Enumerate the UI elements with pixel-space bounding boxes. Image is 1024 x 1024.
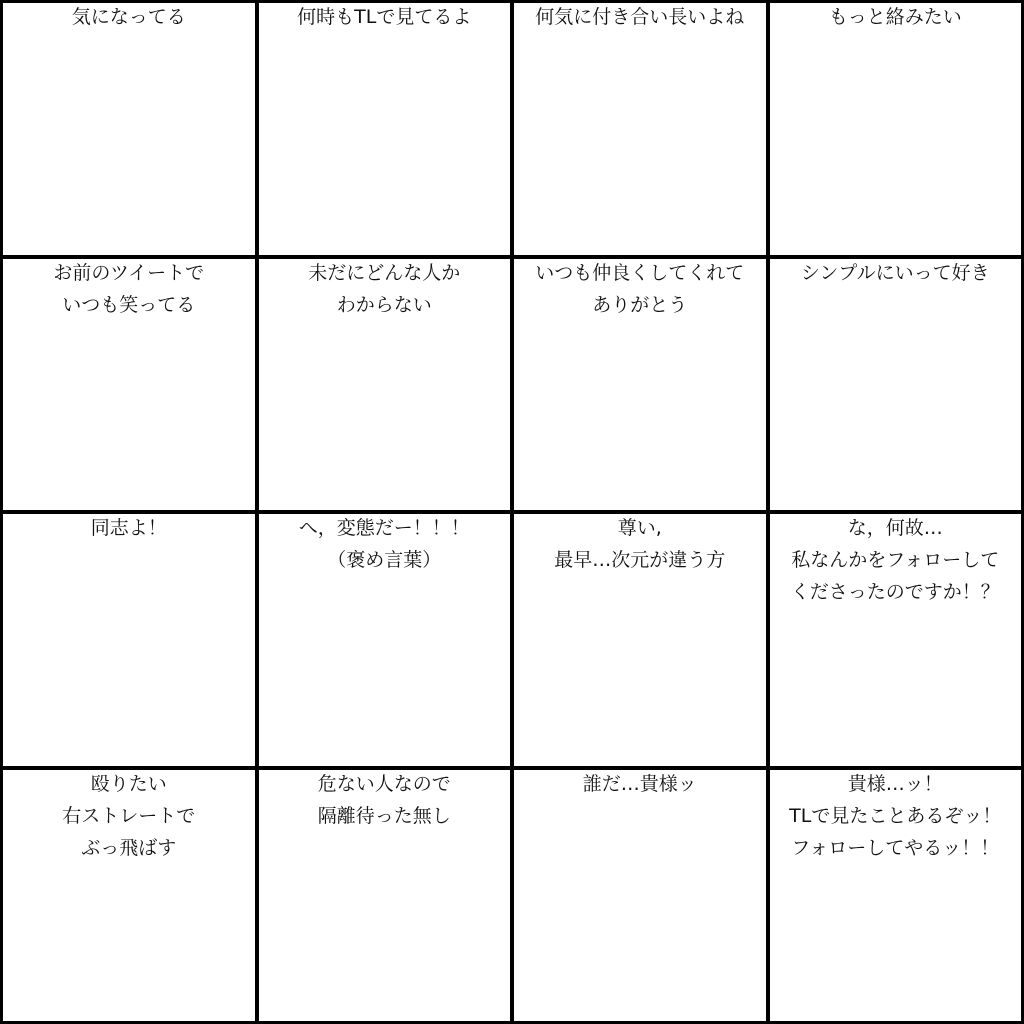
grid-cell: [770, 3, 1022, 255]
cell-label: 何気に付き合い長いよね: [535, 6, 745, 28]
grid-cell: [3, 259, 255, 511]
grid-cell: [514, 259, 766, 511]
cell-label: 殴りたい 右ストレートで ぶっ飛ばす: [62, 772, 196, 859]
cell-label: 何時もTLで見てるよ: [297, 6, 472, 28]
grid-cell: [514, 3, 766, 255]
cell-label: な，何故… 私なんかをフォローして くださったのですか！？: [790, 517, 1000, 603]
cell-label: へ，変態だー！！！ （褒め言葉）: [298, 517, 470, 571]
cell-label: 誰だ…貴様ッ: [582, 772, 697, 795]
grid-cell: [514, 514, 766, 766]
cell-label: もっと絡みたい: [828, 6, 962, 28]
cell-label: 尊い, 最早…次元が違う方: [554, 517, 726, 571]
grid-cell: [514, 770, 766, 1022]
grid-cell: [770, 514, 1022, 766]
grid-cell: [259, 259, 511, 511]
cell-label: 同志よ！: [90, 517, 167, 539]
grid-cell: [259, 514, 511, 766]
cell-label: シンプルにいって好き: [800, 261, 990, 284]
cell-label: 未だにどんな人か わからない: [308, 261, 461, 316]
grid-cell: [3, 514, 255, 766]
grid-cell: [259, 770, 511, 1022]
grid-cell: [3, 770, 255, 1022]
grid-cell: [770, 770, 1022, 1022]
grid-cell: [259, 3, 511, 255]
cell-label: 貴様…ッ！ TLで見たことあるぞッ！ フォローしてやるッ！！: [789, 772, 1002, 859]
cell-label: いつも仲良くしてくれて ありがとう: [535, 261, 745, 316]
cell-label: 気になってる: [71, 6, 186, 28]
cell-label: 危ない人なので 隔離待った無し: [317, 772, 451, 827]
cell-label: お前のツイートで いつも笑ってる: [53, 261, 205, 316]
grid-cell: [770, 259, 1022, 511]
grid-cell: [3, 3, 255, 255]
